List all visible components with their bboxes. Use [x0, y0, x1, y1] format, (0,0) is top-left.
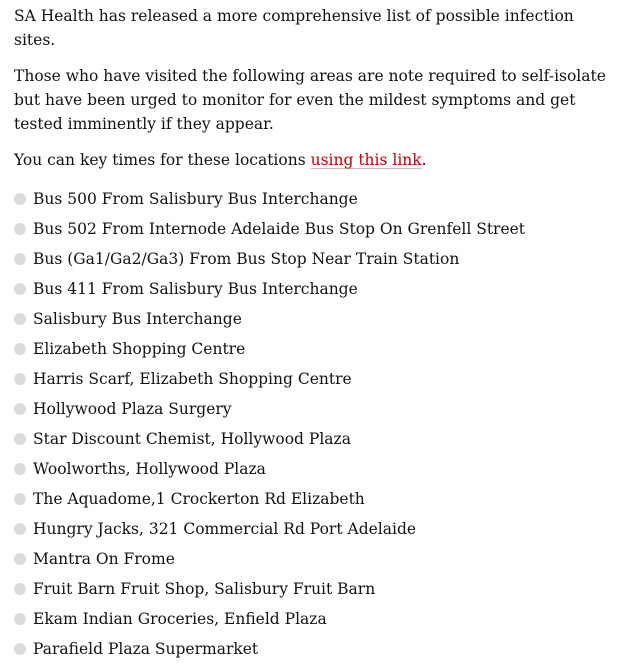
list-item-label: Bus 411 From Salisbury Bus Interchange [33, 280, 358, 298]
bullet-icon [14, 373, 26, 385]
list-item-label: Fruit Barn Fruit Shop, Salisbury Fruit Barn [33, 580, 376, 598]
list-item [14, 574, 614, 604]
list-item-label: Bus (Ga1/Ga2/Ga3) From Bus Stop Near Train Station [33, 250, 460, 268]
list-item [14, 334, 614, 364]
bullet-icon [14, 613, 26, 625]
list-item-label: Salisbury Bus Interchange [33, 310, 242, 328]
bullet-icon [14, 493, 26, 505]
list-item [14, 184, 614, 214]
locations-list [14, 184, 614, 664]
list-item [14, 484, 614, 514]
list-item-label: Star Discount Chemist, Hollywood Plaza [33, 430, 351, 448]
bullet-icon [14, 463, 26, 475]
bullet-icon [14, 643, 26, 655]
list-item [14, 214, 614, 244]
bullet-icon [14, 193, 26, 205]
list-item [14, 634, 614, 664]
locations-link[interactable]: using this link [310, 151, 422, 169]
bullet-icon [14, 523, 26, 535]
list-item-label: Bus 500 From Salisbury Bus Interchange [33, 190, 358, 208]
bullet-icon [14, 403, 26, 415]
bullet-icon [14, 283, 26, 295]
list-item [14, 364, 614, 394]
bullet-icon [14, 343, 26, 355]
list-item [14, 424, 614, 454]
list-item-label: Ekam Indian Groceries, Enfield Plaza [33, 610, 327, 628]
list-item-label: Mantra On Frome [33, 550, 175, 568]
list-item [14, 304, 614, 334]
list-item-label: Parafield Plaza Supermarket [33, 640, 259, 658]
intro-paragraph: SA Health has released a more comprehensive list of possible infection sites. [14, 7, 574, 49]
list-item [14, 274, 614, 304]
list-item-label: The Aquadome,1 Crockerton Rd Elizabeth [33, 490, 365, 508]
list-item-label: Bus 502 From Internode Adelaide Bus Stop On Grenfell Street [33, 220, 526, 238]
list-item [14, 604, 614, 634]
bullet-icon [14, 223, 26, 235]
link-prefix-text: You can key times for these locations [14, 151, 311, 169]
bullet-icon [14, 253, 26, 265]
list-item-label: Harris Scarf, Elizabeth Shopping Centre [33, 370, 352, 388]
list-item-label: Elizabeth Shopping Centre [33, 340, 246, 358]
list-item [14, 244, 614, 274]
bullet-icon [14, 433, 26, 445]
list-item [14, 544, 614, 574]
list-item [14, 454, 614, 484]
bullet-icon [14, 313, 26, 325]
bullet-icon [14, 583, 26, 595]
list-item-label: Woolworths, Hollywood Plaza [33, 460, 266, 478]
list-item-label: Hollywood Plaza Surgery [33, 400, 232, 418]
bullet-icon [14, 553, 26, 565]
advice-paragraph: Those who have visited the following areas are note required to self-isolate but have been urged to monitor for even the mildest symptoms and get tested imminently if they appear. [14, 67, 606, 133]
list-item [14, 514, 614, 544]
link-suffix-text: . [421, 151, 427, 169]
link-paragraph [14, 148, 614, 172]
list-item [14, 394, 614, 424]
list-item-label: Hungry Jacks, 321 Commercial Rd Port Adelaide [33, 520, 417, 538]
